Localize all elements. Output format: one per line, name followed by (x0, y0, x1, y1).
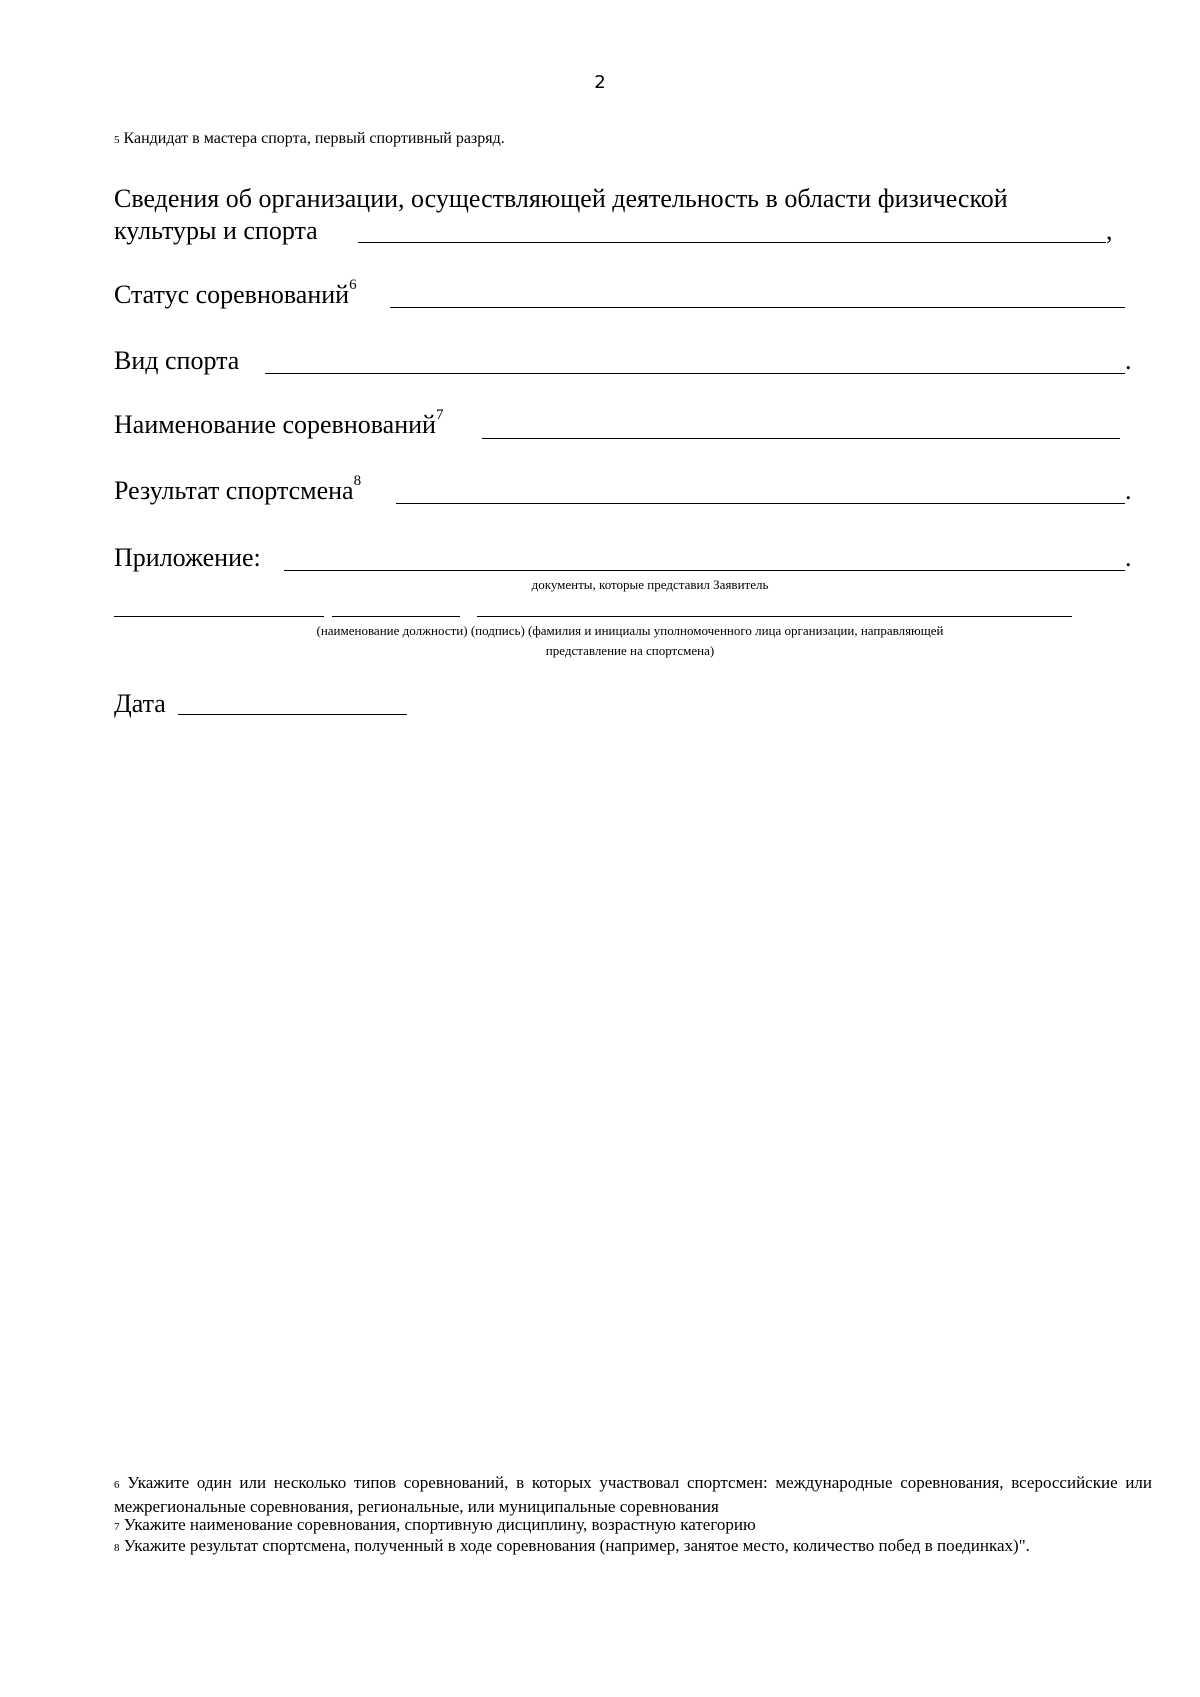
sport-input-line[interactable] (265, 373, 1125, 374)
footnote-mark: 7 (114, 1521, 120, 1533)
appendix-input-line[interactable] (284, 570, 1125, 571)
sport-label: Вид спорта (114, 346, 240, 375)
result-label (114, 473, 362, 506)
status-label (114, 277, 357, 310)
footnote-text: Укажите наименование соревнования, спортивную дисциплину, возрастную категорию (123, 1515, 756, 1534)
result-period: . (1125, 476, 1132, 505)
competition-input-line[interactable] (482, 438, 1120, 439)
footnote-6 (114, 1472, 1152, 1517)
footnote-5 (114, 130, 505, 148)
result-label-text: Результат спортсмена (114, 476, 354, 505)
footnote-mark: 8 (114, 1542, 120, 1554)
appendix-label: Приложение: (114, 543, 261, 572)
organization-label-line1: Сведения об организации, осуществляющей деятельность в области физической (114, 184, 1008, 213)
competition-label-text: Наименование соревнований (114, 410, 436, 439)
status-input-line[interactable] (390, 307, 1125, 308)
appendix-caption: документы, которые представил Заявитель (531, 577, 769, 592)
signature-input-line[interactable] (332, 616, 460, 617)
organization-input-line[interactable] (358, 242, 1106, 243)
date-label: Дата (114, 689, 166, 718)
page-number: 2 (594, 72, 606, 93)
signature-caption-line1: (наименование должности) (подпись) (фамилия и инициалы уполномоченного лица организации, направляющей (316, 623, 944, 638)
footnote-8 (114, 1535, 1152, 1559)
appendix-period: . (1125, 543, 1132, 572)
footnote-ref-6: 6 (349, 277, 357, 294)
sport-period: . (1125, 346, 1132, 375)
name-input-line[interactable] (477, 616, 1072, 617)
footnote-ref-7: 7 (435, 407, 444, 424)
signature-caption-line2: представление на спортсмена) (545, 643, 715, 658)
position-input-line[interactable] (114, 616, 324, 617)
competition-label (114, 407, 444, 440)
result-input-line[interactable] (396, 503, 1125, 504)
footnote-text: Укажите результат спортсмена, полученный в ходе соревнования (например, занятое место, количество побед в поединках)". (123, 1536, 1030, 1555)
footnote-text: Укажите один или несколько типов соревнований, в которых участвовал спортсмен: международные соревнования, всероссийские или межрегиональные соревнования, региональные, или муниципальные соревнования (114, 1473, 1152, 1516)
status-label-text: Статус соревнований (114, 280, 350, 309)
footnote-ref-8: 8 (353, 473, 362, 490)
date-input-line[interactable] (178, 714, 407, 715)
footnote-mark: 6 (114, 1479, 120, 1491)
organization-comma: , (1106, 216, 1113, 245)
footnote-mark: 5 (114, 134, 120, 146)
organization-label-line2: культуры и спорта (114, 216, 318, 245)
footnote-text: Кандидат в мастера спорта, первый спортивный разряд. (123, 130, 505, 147)
